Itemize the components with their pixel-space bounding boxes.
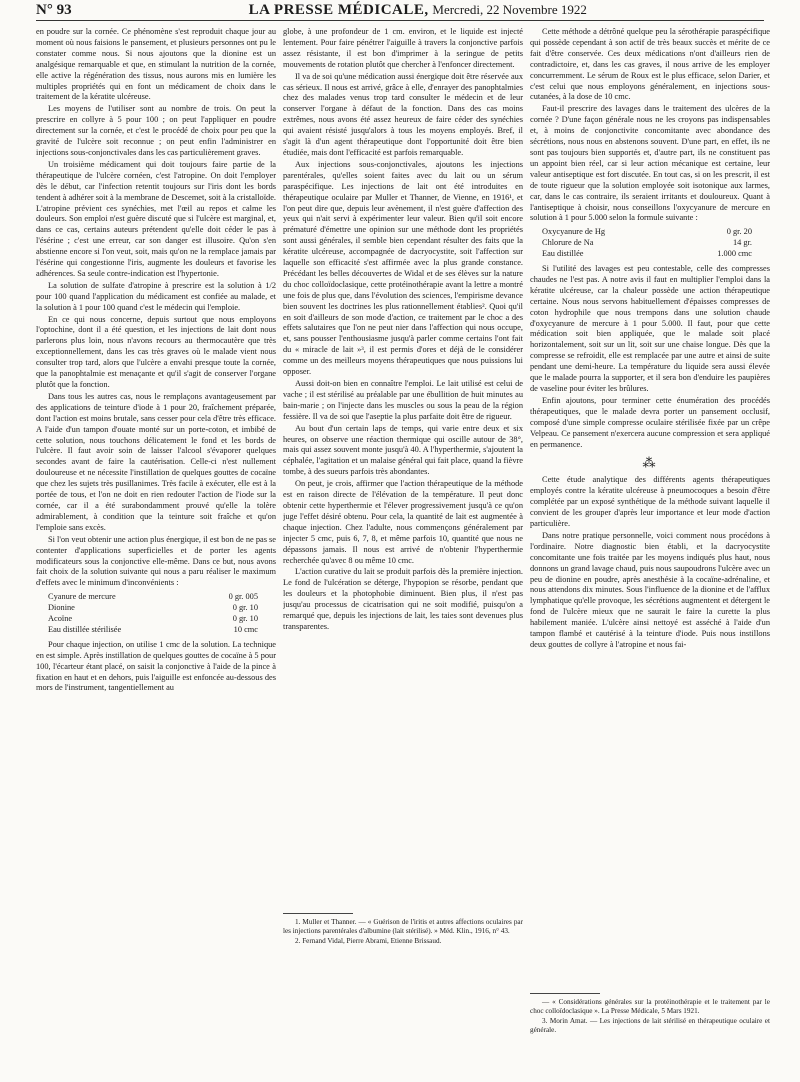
paragraph: Au bout d'un certain laps de temps, qui varie entre deux et six heures, on observe une réaction thermique qui oscille autour de 38°, mais qui assez souvent monte jusqu'à 40. A l'hyperthermie, s'ajoutent la céphalée, l'agitation et un malaise général qui fait place, quand la fièvre tombe, à des sueurs parfois très abondantes. — [283, 423, 523, 477]
paragraph: globe, à une profondeur de 1 cm. environ, et le liquide est injecté lentement. Pour faire pénétrer l'aiguille à travers la conjonctive parfois assez résistante, il est bon d'imprimer à la seringue de petits mouvements de rotation plutôt que chercher à l'enfoncer directement. — [283, 27, 523, 69]
footnote: — « Considérations générales sur la protéinothérapie et le traitement par le choc colloïdoclasique ». La Presse Médicale, 5 Mars 1921. — [530, 998, 770, 1015]
issue-date: Mercredi, 22 Novembre 1922 — [432, 2, 587, 17]
paragraph: Enfin ajoutons, pour terminer cette énumération des procédés thérapeutiques, que le malade devra porter un pansement occlusif, composé d'une simple compresse oculaire stérilisée fixée par un crêpe Velpeau. Ce pansement n'exercera aucune compression et sera appliqué en permanence. — [530, 395, 770, 449]
paragraph: Si l'utilité des lavages est peu contestable, celle des compresses chaudes ne l'est pas. A notre avis il faut en multiplier l'emploi dans la kératite ulcéreuse, car la chaleur possède une action thérapeutique certaine. Nous nous servons habituellement d'épaisses compresses de coton hydrophile que nous trempons dans une solution chaude d'oxycyanure de mercure à 1 pour 5.000. Il faut, pour que cette médication soit bien appliquée, que le malade soit placé horizontalement, soit sur un lit, soit sur une chaise longue. Dès que la compresse se refroidit, elle est remplacée par une autre et ainsi de suite pendant une demi-heure. La température du liquide sera aussi élevée que le malade pourra la supporter, et il sera bon d'enduire les paupières de vaseline pour éviter les brûlures. — [530, 264, 770, 393]
header-rule — [36, 20, 764, 21]
footnote-rule — [530, 993, 600, 994]
paragraph: Si l'on veut obtenir une action plus énergique, il est bon de ne pas se contenter d'applications superficielles et de porter les agents modificateurs sous la conjonctive elle-même. Dans ce but, nous avons fait choix de la solution suivante qui nous a paru réaliser le maximum d'effets avec le minimum d'inconvénients : — [36, 534, 276, 588]
paragraph: L'action curative du lait se produit parfois dès la première injection. Le fond de l'ulcération se déterge, l'hypopion se résorbe, pendant que les douleurs et la photophobie diminuent. Bien plus, il n'est pas jusqu'au processus de cicatrisation qui ne soit modifié, puisqu'on a remarqué que, depuis les injections de lait, les taies sont devenues plus transparentes. — [283, 567, 523, 631]
formula-row: Chlorure de Na 14 gr. — [542, 238, 752, 248]
formula-cyanure — [48, 592, 276, 636]
formula-row: Eau distillée 1.000 cmc — [542, 249, 752, 259]
formula-row: Dionine 0 gr. 10 — [48, 603, 258, 613]
column-1 — [36, 27, 276, 1075]
formula-oxycyanure — [542, 227, 770, 260]
footnote: 2. Fernand Vidal, Pierre Abrami, Etienne Brissaud. — [295, 937, 442, 945]
section-separator: ⁂ — [642, 455, 658, 471]
paragraph: Dans tous les autres cas, nous le remplaçons avantageusement par des applications de teinture d'iode à 1 pour 20, fraîchement préparée, dont l'action est moins brutale, sans cesser pour cela d'être très efficace. A l'aide d'un tampon d'ouate monté sur un porte-coton, et imbibé de cette solution, nous touchons délicatement le fond et les bords de l'ulcère. Il faut avoir soin de laisser l'alcool s'évaporer quelques secondes avant de faire la cautérisation. Celle-ci n'est nullement douloureuse et ne nécessite l'instillation de quelques gouttes de cocaïne que chez les sujets très pusillanimes. Très facile à exécuter, elle est à la portée de tous, et l'on ne doit en rien redouter l'action de l'iode sur la cornée, car il a été surabondamment prouvé qu'elle la tolère admirablement, à condition que la teinture soit fraîche et qu'on l'emploie sans excès. — [36, 391, 276, 532]
paragraph: Faut-il prescrire des lavages dans le traitement des ulcères de la cornée ? D'une façon générale nous ne les croyons pas indispensables et, à moins de conjonctivite concomitante avec abondance des sécrétions, nous nous en abstenons souvent. D'une part, en effet, ils ne sont pas toujours bien supportés et, d'autre part, ils ne constituent pas un appoint bien réel, car si leur action mécanique est certaine, leur valeur antiseptique est fort discutée. En tout cas, si on les prescrit, il est de toute rigueur que la solution employée soit isotonique aux larmes, car, dans le cas contraire, ils seraient irritants et douloureux. Quant à l'antiseptique à choisir, nous conseillons l'oxycyanure de mercure en solution à 1 pour 5.000 selon la formule suivante : — [530, 104, 770, 223]
paragraph: en poudre sur la cornée. Ce phénomène s'est reproduit chaque jour au moment où nous faisions le pansement, et plusieurs personnes ont pu le constater comme nous. Si nous ajoutons que la dionine est un analgésique remarquable et que, en stimulant la nutrition de la cornée, elle active la régénération des tissus, nous aurons mis en lumière les multiples propriétés qui en font un médicament de choix dans le traitement de la kératite ulcéreuse. — [36, 27, 276, 102]
page-number: N° 93 — [36, 2, 72, 18]
paragraph: Aussi doit-on bien en connaître l'emploi. Le lait utilisé est celui de vache ; il est stérilisé au préalable par une ébullition de huit minutes au bain-marie ; on l'injecte dans les muscles ou sous la peau de la région fessière. Il va de soi que l'aseptie la plus parfaite doit être de rigueur. — [283, 379, 523, 421]
paragraph: Cette étude analytique des différents agents thérapeutiques employés contre la kératite ulcéreuse à pneumocoques a besoin d'être complétée par un exposé synthétique de la méthode suivant laquelle il convient de les grouper d'après leur importance et leur mode d'action particulière. — [530, 475, 770, 528]
paragraph: Les moyens de l'utiliser sont au nombre de trois. On peut la prescrire en collyre à 5 pour 100 ; on peut l'appliquer en poudre directement sur la cornée, et c'est le procédé de choix pour peu que la gravité de l'ulcère soit reconnue ; on peut enfin l'administrer en injections sous-conjonctivales dans les cas particulièrement graves. — [36, 104, 276, 157]
paragraph: Il va de soi qu'une médication aussi énergique doit être réservée aux cas sérieux. Il nous est arrivé, grâce à elle, d'enrayer des panophtalmies chez des malades venus trop tard consulter le médecin et de leur conserver l'organe à défaut de la fonction. Dans des cas moins extrêmes, nous avons été assez heureux de faire céder des synéchies qui avaient résisté jusqu'alors à tous les moyens employés. Bref, il s'agit là d'un agent thérapeutique dont l'opportunité doit être bien étudiée, mais dont l'efficacité est parfois remarquable. — [283, 71, 523, 157]
paragraph: Un troisième médicament qui doit toujours faire partie de la thérapeutique de l'ulcère cornéen, c'est l'atropine. On doit l'employer dès le début, car l'infection retentit toujours sur l'iris dont les bords tendent à adhérer soit à la membrane de Descemet, soit à la cristalloïde. L'atropine prévient ces synéchies, met l'œil au repos et calme les douleurs. Son emploi n'est guère discuté que si l'ulcère est marginal, et, dans ce cas, certains auteurs prétendent qu'elle doit céder le pas à l'ésérine ; c'est une erreur, car son danger est illusoire. Qu'on s'en abstienne encore si l'on veut, soit, mais qu'on ne la remplace jamais par l'ésérine qui congestionne l'iris, augmente les douleurs et favorise les adhérences. Sa seule contre-indication est l'hypertonie. — [36, 159, 276, 278]
page-header — [36, 2, 764, 18]
footnote: 1. Muller et Thanner. — « Guérison de l'iritis et autres affections oculaires par les injections parentérales d'albumine (lait stérilisé). » Méd. Klin., 1916, n° 43. — [283, 918, 523, 935]
paragraph: En ce qui nous concerne, depuis surtout que nous employons l'optochine, dont il a été question, et les injections de lait dont nous parlerons plus loin, nous n'avons recours au thermocautère que très exceptionnellement, dans les cas très graves où le malade vient nous consulter trop tard, alors que l'ulcère a envahi presque toute la cornée, que la panophtalmie est menaçante et qu'il s'agit de conserver l'organe plutôt que la fonction. — [36, 314, 276, 389]
paragraph: Aux injections sous-conjonctivales, ajoutons les injections parentérales, qu'elles soient faites avec du lait ou un sérum paraspécifique. Les injections de lait ont été introduites en thérapeutique oculaire par Muller et Thanner, de Vienne, en 1916¹, et l'on peut dire que, depuis leur avènement, il n'est guère d'affection des yeux qui n'ait servi à expérimenter leur valeur. Bien qu'il soit encore prématuré d'émettre une opinion sur une méthode dont les propriétés sont aussi générales, il semble bien cependant résulter des faits que la kératite ulcéreuse, accompagnée de dacryocystite, soit l'affection sur laquelle son efficacité s'est affirmée avec la plus grande constance. Précédant les belles découvertes de Widal et de ses élèves sur la nature du choc colloïdoclasique, cette protéinothérapie avant la lettre a montré une fois de plus que, dans l'évolution des sciences, l'empirisme devance bien souvent les doctrines les plus rationnellement établies². Quoi qu'il en soit d'ailleurs de son mode d'action, ce traitement par le choc a des effets salutaires que l'on ne peut nier dans l'affection qui nous occupe, et, sans pousser l'enthousiasme jusqu'à parler comme certains l'ont fait du « miracle de lait »³, il est permis d'ores et déjà de le considérer comme un des meilleurs moyens thérapeutiques que nous puissions lui opposer. — [283, 159, 523, 377]
column-3 — [530, 27, 770, 1075]
column-2 — [283, 27, 523, 1075]
journal-title: LA PRESSE MÉDICALE, — [248, 2, 429, 18]
paragraph: Dans notre pratique personnelle, voici comment nous procédons à l'ordinaire. Notre diagnostic bien établi, et la dacryocystite concomitante une fois traitée par les moyens indiqués plus haut, nous donnons un grand lavage chaud, puis nous saupoudrons l'ulcère avec un peu de dionine en poudre, après anesthésie à la cocaïne-adrénaline, et nous attendons dix minutes. Sous l'influence de la dionine et de l'afflux lymphatique qu'elle provoque, les sécrétions augmentent et détergent le fond de l'ulcère mieux que ne saurait le faire la curette la plus habilement maniée. L'ulcère ainsi nettoyé est asséché à l'aide d'un tampon flambé et cautérisé à la teinture d'iode. Puis nous instillons deux gouttes de collyre à l'atropine et nous fai- — [530, 530, 770, 649]
formula-row: Acoïne 0 gr. 10 — [48, 614, 258, 624]
formula-row: Eau distillée stérilisée 10 cmc — [48, 624, 258, 634]
formula-row: Oxycyanure de Hg 0 gr. 20 — [542, 227, 752, 237]
paragraph: On peut, je crois, affirmer que l'action thérapeutique de la méthode est en raison directe de l'élévation de la température. Il peut donc obtenir cette hyperthermie et l'élever progressivement jusqu'à ce qu'on juge l'effet désiré obtenu. Pour cela, la quantité de lait est augmentée à chaque injection. Chez l'adulte, nous commençons généralement par injecter 5 cmc, puis 6, 7, 8, et même parfois 10, quantité que nous ne dépassons jamais. Il nous est arrivé de n'obtenir l'hyperthermie recherchée qu'avec 8 ou même 10 cmc. — [283, 479, 523, 565]
paragraph: Cette méthode a détrôné quelque peu la sérothérapie paraspécifique qui possède cependant à son actif de très beaux succès et mérite de ce fait d'être conservée. Ces deux médications n'ont d'ailleurs rien de contradictoire, et, dans les cas graves, il nous arrive de les employer concurremment. Le sérum de Roux est le plus efficace, selon Darier, et c'est celui que nous employons généralement, en injections sous-cutanées, à la dose de 10 cmc. — [530, 27, 770, 102]
footnote: 3. Morin Amat. — Les injections de lait stérilisé en thérapeutique oculaire et générale. — [530, 1017, 770, 1034]
formula-row: Cyanure de mercure 0 gr. 005 — [48, 592, 258, 602]
paragraph: La solution de sulfate d'atropine à prescrire est la solution à 1/2 pour 100 quand l'application du médicament est confiée au malade, et la solution à 1 pour 100 quand c'est le médecin qui l'emploie. — [36, 280, 276, 312]
paragraph: Pour chaque injection, on utilise 1 cmc de la solution. La technique en est simple. Après instillation de quelques gouttes de cocaïne à 5 pour 100, l'écarteur étant placé, on saisit la conjonctive à l'aide de la pince à fixation en haut et en dehors, puis l'aiguille est enfoncée au-dessous des mors de l'instrument, tangentiellement au — [36, 639, 276, 693]
footnote-rule — [283, 913, 353, 914]
